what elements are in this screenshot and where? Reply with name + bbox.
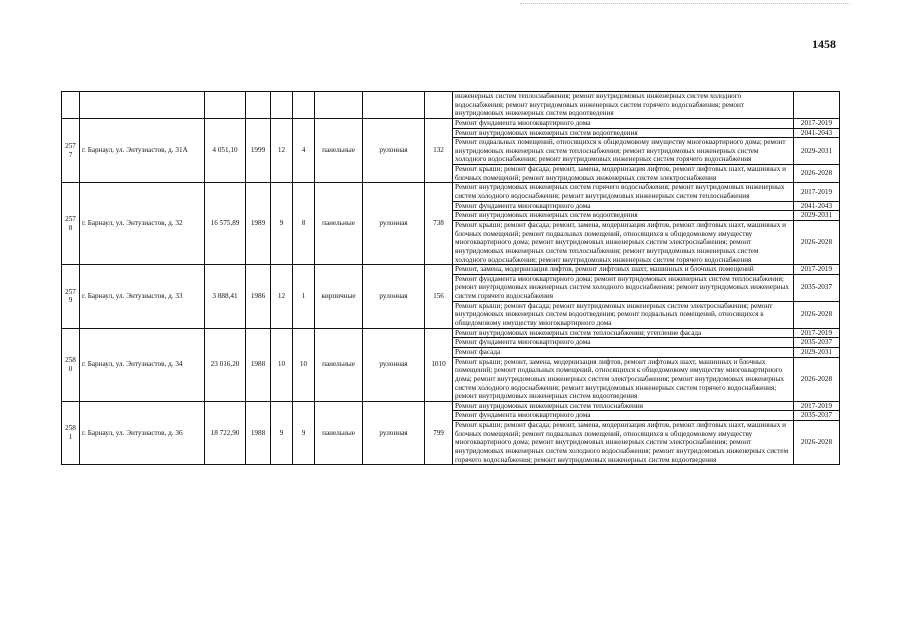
cell-period: 2017-2019 [794,183,840,201]
cell-work: Ремонт крыши; ремонт, замена, модернизация лифтов, ремонт лифтовых шахт, машинных и блочных помещений; ремонт подвальных помещений, относящихся к общедомовому имуществу многоквартирного дома; ремонт внутридомовых инженерных систем электроснабжения; ремонт внутридомовых инженерных систем холодного водоснабжения; ремонт внутридомовых инженерных систем горячего водоснабжения; ремонт внутридомовых инженерных систем водоотведения [453,357,794,401]
cell-work: инженерных систем теплоснабжения; ремонт внутридомовых инженерных систем холодного водоснабжения; ремонт внутридомовых инженерных систем горячего водоснабжения; ремонт внутридомовых инженерных систем водоотведения [453,92,794,119]
cell-walls: кирпичные [315,265,363,328]
cell-period: 2029-2031 [794,347,840,357]
cell-number: 258 0 [62,328,80,401]
cell-number: 257 9 [62,265,80,328]
cell-apartments [425,92,453,119]
cell-number: 257 8 [62,183,80,265]
cell-period: 2026-2028 [794,357,840,401]
cell-floors: 9 [271,401,293,464]
cell-entrances: 1 [293,265,315,328]
cell-walls: панельные [315,401,363,464]
cell-roof: рулонная [363,183,425,265]
cell-year [246,92,271,119]
cell-area: 3 888,41 [205,265,246,328]
cell-work: Ремонт фундамента многоквартирного дома [453,118,794,128]
cell-area: 4 051,10 [205,118,246,182]
cell-floors: 12 [271,265,293,328]
cell-work: Ремонт фундамента многоквартирного дома; ремонт внутридомовых инженерных систем теплоснабжения; ремонт внутридомовых инженерных систем холодного водоснабжения; ремонт внутридомовых инженерных систем горячего водоснабжения [453,274,794,301]
cell-work: Ремонт внутридомовых инженерных систем водоотведения [453,128,794,138]
cell-work: Ремонт внутридомовых инженерных систем теплоснабжения [453,401,794,411]
page-number: 1458 [812,37,836,51]
cell-work: Ремонт фундамента многоквартирного дома [453,338,794,348]
cell-area: 23 016,20 [205,328,246,401]
cell-floors [271,92,293,119]
table-body [62,92,840,465]
cell-period: 2026-2028 [794,301,840,328]
cell-address: г. Барнаул, ул. Энтузиастов, д. 32 [80,183,205,265]
cell-period [794,92,840,119]
cell-work: Ремонт крыши; ремонт фасада; ремонт внутридомовых инженерных систем электроснабжения; ремонт внутридомовых инженерных систем водоотведения; ремонт подвальных помещений, относящихся к общедомовому имуществу многоквартирного дома [453,301,794,328]
cell-work: Ремонт, замена, модернизация лифтов, ремонт лифтовых шахт, машинных и блочных помещений [453,265,794,275]
cell-roof: рулонная [363,401,425,464]
cell-year: 1989 [246,183,271,265]
table-row [62,183,840,201]
cell-period: 2017-2019 [794,265,840,275]
cell-work: Ремонт внутридомовых инженерных систем теплоснабжения; утепление фасада [453,328,794,338]
cell-entrances: 10 [293,328,315,401]
cell-floors: 12 [271,118,293,182]
table-row [62,118,840,128]
cell-entrances: 8 [293,183,315,265]
cell-apartments: 1010 [425,328,453,401]
cell-year: 1988 [246,328,271,401]
cell-period: 2026-2028 [794,165,840,183]
cell-period: 2026-2028 [794,421,840,465]
capital-repair-table [61,91,840,465]
cell-period: 2029-2031 [794,138,840,165]
cell-year: 1986 [246,265,271,328]
table-row [62,401,840,411]
cell-area: 16 575,89 [205,183,246,265]
table-row [62,328,840,338]
cell-floors: 9 [271,183,293,265]
cell-area [205,92,246,119]
cell-year: 1999 [246,118,271,182]
cell-work: Ремонт внутридомовых инженерных систем горячего водоснабжения; ремонт внутридомовых инженерных систем холодного водоснабжения; ремонт внутридомовых инженерных систем теплоснабжения [453,183,794,201]
cell-period: 2035-2037 [794,411,840,421]
cell-roof: рулонная [363,265,425,328]
cell-number: 257 7 [62,118,80,182]
table-row [62,265,840,275]
cell-period: 2017-2019 [794,118,840,128]
cell-number: 258 1 [62,401,80,464]
cell-work: Ремонт внутридомовых инженерных систем водоотведения [453,211,794,221]
cell-entrances: 4 [293,118,315,182]
cell-period: 2041-2043 [794,128,840,138]
cell-area: 18 722,90 [205,401,246,464]
cell-period: 2035-2037 [794,274,840,301]
cell-roof: рулонная [363,118,425,182]
cell-work: Ремонт фасада [453,347,794,357]
cell-period: 2029-2031 [794,211,840,221]
cell-address: г. Барнаул, ул. Энтузиастов, д. 36 [80,401,205,464]
cell-address: г. Барнаул, ул. Энтузиастов, д. 31А [80,118,205,182]
cell-apartments: 799 [425,401,453,464]
cell-work: Ремонт подвальных помещений, относящихся к общедомовому имуществу многоквартирного дома; ремонт внутридомовых инженерных систем теплоснабжения; ремонт внутридомовых инженерных систем холодного водоснабжения; ремонт внутридомовых инженерных систем горячего водоснабжения [453,138,794,165]
cell-work: Ремонт крыши; ремонт фасада; ремонт, замена, модернизация лифтов, ремонт лифтовых шахт, машинных и блочных помещений; ремонт внутридомовых инженерных систем электроснабжения [453,165,794,183]
cell-walls [315,92,363,119]
cell-period: 2017-2019 [794,401,840,411]
cell-address: г. Барнаул, ул. Энтузиастов, д. 33 [80,265,205,328]
cell-walls: панельные [315,118,363,182]
cell-entrances [293,92,315,119]
cell-apartments: 156 [425,265,453,328]
cell-work: Ремонт фундамента многоквартирного дома [453,201,794,211]
cell-year: 1988 [246,401,271,464]
carry-over-row [62,92,840,119]
cell-floors: 10 [271,328,293,401]
cell-period: 2035-2037 [794,338,840,348]
scan-edge-line [520,3,850,4]
cell-roof [363,92,425,119]
cell-walls: панельные [315,183,363,265]
cell-period: 2041-2043 [794,201,840,211]
cell-walls: панельные [315,328,363,401]
cell-apartments: 132 [425,118,453,182]
cell-roof: рулонная [363,328,425,401]
cell-work: Ремонт фундамента многоквартирного дома [453,411,794,421]
cell-work: Ремонт крыши; ремонт фасада; ремонт, замена, модернизация лифтов, ремонт лифтовых шахт, машинных и блочных помещений; ремонт подвальных помещений, относящихся к общедомовому имуществу многоквартирного дома; ремонт внутридомовых инженерных систем электроснабжения; ремонт внутридомовых инженерных систем теплоснабжения; ремонт внутридомовых инженерных систем холодного водоснабжения; ремонт внутридомовых инженерных систем горячего водоснабжения [453,220,794,264]
cell-address [80,92,205,119]
cell-address: г. Барнаул, ул. Энтузиастов, д. 34 [80,328,205,401]
cell-period: 2026-2028 [794,220,840,264]
cell-number [62,92,80,119]
cell-entrances: 9 [293,401,315,464]
cell-apartments: 738 [425,183,453,265]
cell-period: 2017-2019 [794,328,840,338]
cell-work: Ремонт крыши; ремонт фасада; ремонт, замена, модернизация лифтов, ремонт лифтовых шахт, машинных и блочных помещений; ремонт подвальных помещений, относящихся к общедомовому имуществу многоквартирного дома; ремонт внутридомовых инженерных систем электроснабжения; ремонт внутридомовых инженерных систем холодного водоснабжения; ремонт внутридомовых инженерных систем горячего водоснабжения; ремонт внутридомовых инженерных систем водоотведения [453,421,794,465]
